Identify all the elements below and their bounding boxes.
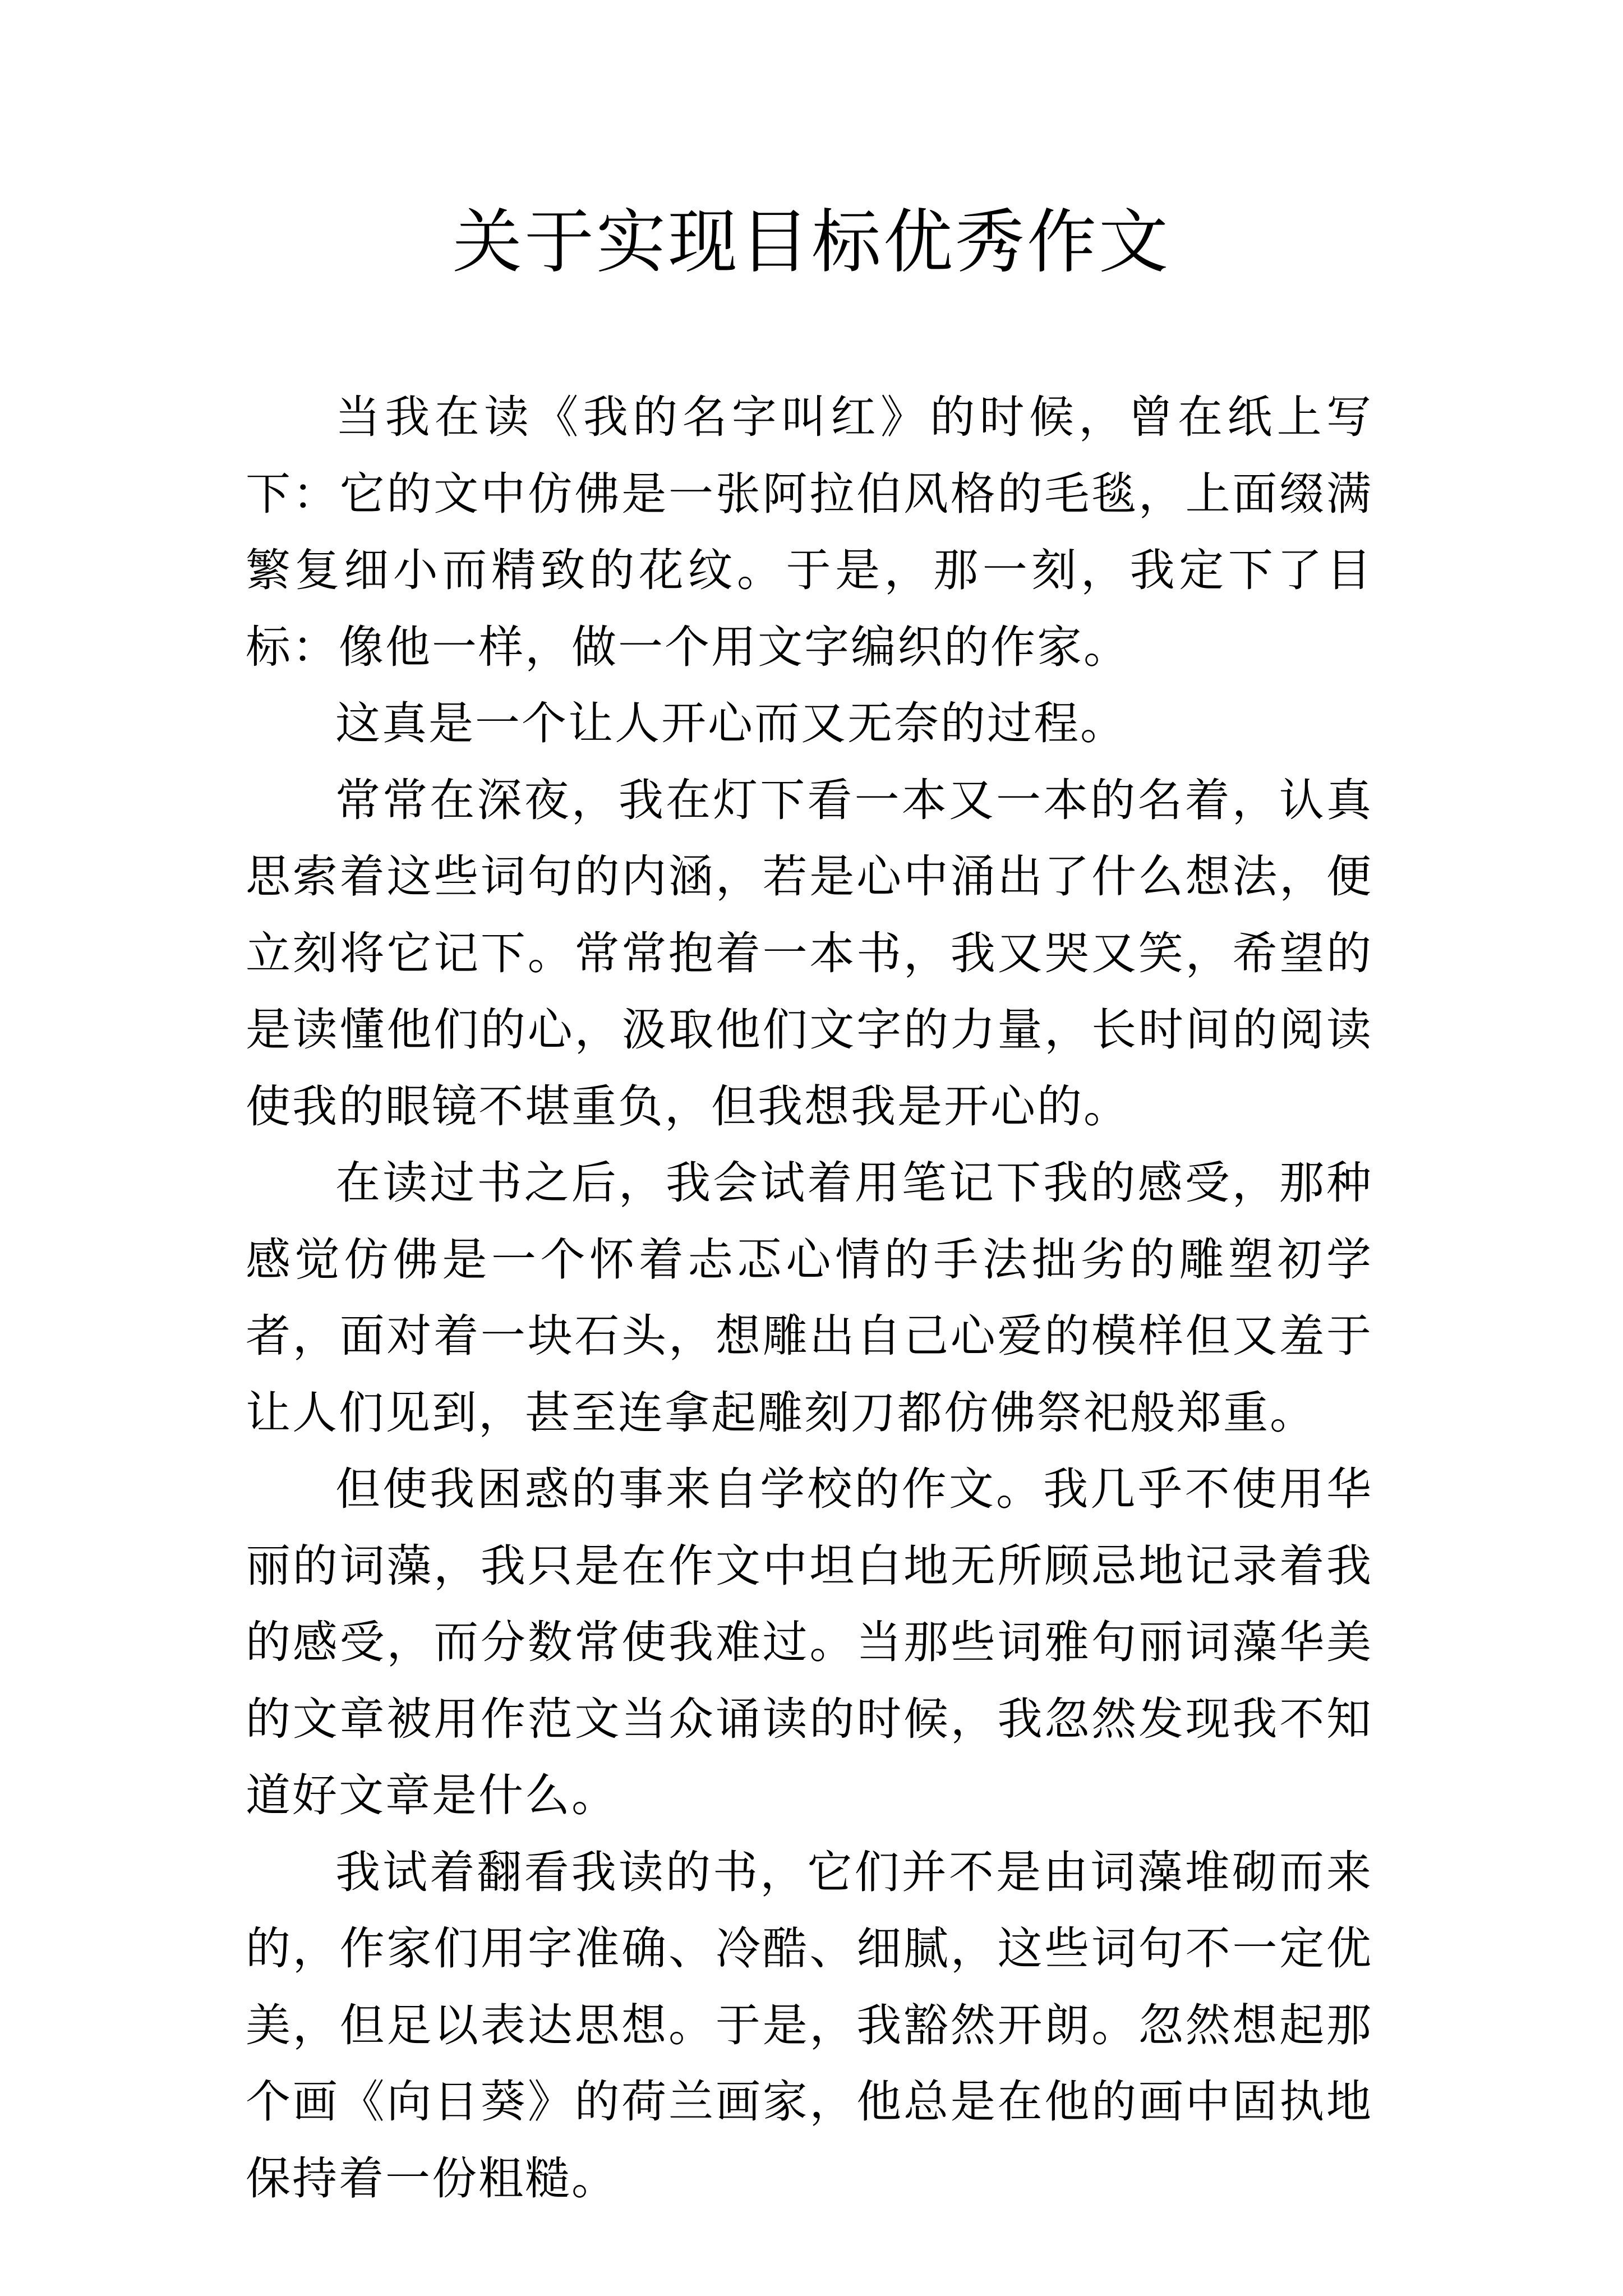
- document-body: [246, 379, 1373, 2217]
- paragraph: 但使我困惑的事来自学校的作文。我几乎不使用华丽的词藻，我只是在作文中坦白地无所顾忌地记录着我的感受，而分数常使我难过。当那些词雅句丽词藻华美的文章被用作范文当众诵读的时候，我忽然发现我不知道好文章是什么。: [246, 1463, 1373, 1821]
- paragraph: 这真是一个让人开心而又无奈的过程。: [335, 697, 1127, 749]
- paragraph: 常常在深夜，我在灯下看一本又一本的名着，认真思索着这些词句的内涵，若是心中涌出了什么想法，便立刻将它记下。常常抱着一本书，我又哭又笑，希望的是读懂他们的心，汲取他们文字的力量，长时间的阅读使我的眼镜不堪重负，但我想我是开心的。: [246, 774, 1373, 1133]
- document-title: 关于实现目标优秀作文: [452, 202, 1170, 283]
- paragraph: 在读过书之后，我会试着用笔记下我的感受，那种感觉仿佛是一个怀着忐忑心情的手法拙劣的雕塑初学者，面对着一块石头，想雕出自己心爱的模样但又羞于让人们见到，甚至连拿起雕刻刀都仿佛祭祀般郑重。: [246, 1157, 1373, 1439]
- paragraph: 我试着翻看我读的书，它们并不是由词藻堆砌而来的，作家们用字准确、冷酷、细腻，这些词句不一定优美，但足以表达思想。于是，我豁然开朗。忽然想起那个画《向日葵》的荷兰画家，他总是在他的画中固执地保持着一份粗糙。: [246, 1846, 1373, 2205]
- paragraph: 当我在读《我的名字叫红》的时候，曾在纸上写下：它的文中仿佛是一张阿拉伯风格的毛毯，上面缀满繁复细小而精致的花纹。于是，那一刻，我定下了目标：像他一样，做一个用文字编织的作家。: [246, 391, 1373, 673]
